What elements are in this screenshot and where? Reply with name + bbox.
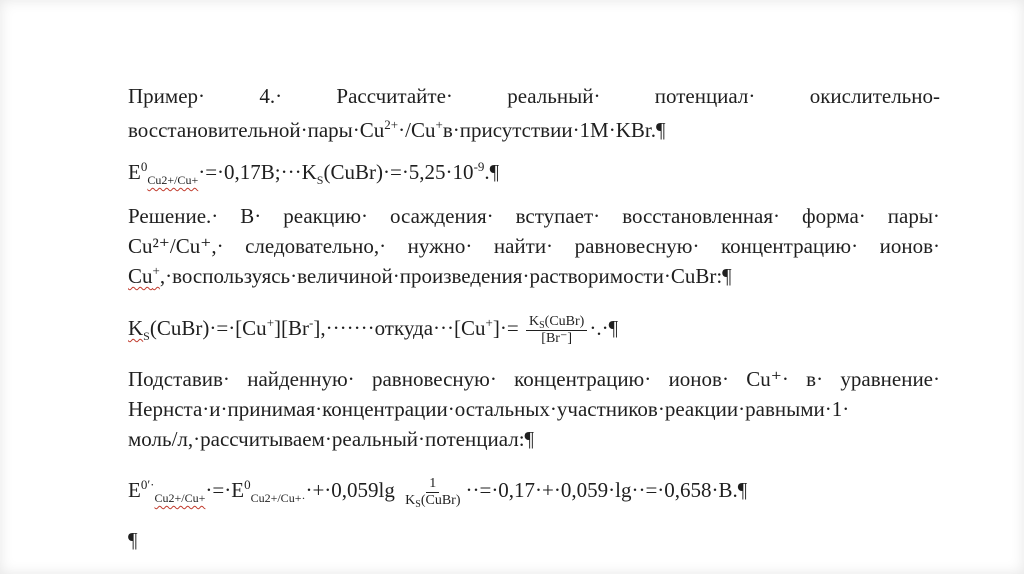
superscript: 0 [244, 477, 251, 492]
word: в· [806, 367, 824, 391]
text: K [128, 316, 144, 340]
word: 4.· [259, 84, 283, 108]
word: Решение.· [128, 204, 219, 228]
substitute-line-2 [128, 397, 849, 421]
word: Пример· [128, 84, 206, 108]
word: Cu⁺· [746, 367, 789, 391]
word: найденную· [247, 367, 355, 391]
word: нужно· [407, 234, 473, 258]
superscript: + [435, 117, 443, 132]
example-line-2 [128, 118, 666, 142]
given-line [128, 159, 500, 187]
word: равновесную· [574, 234, 700, 258]
text: K [528, 313, 540, 329]
word: потенциал· [654, 84, 756, 108]
word: реакцию· [283, 204, 369, 228]
superscript: + [266, 315, 275, 330]
text: E [128, 160, 141, 184]
formula-ks [128, 308, 618, 348]
text: ,·воспользуясь·величиной·произведения·растворимости·CuBr:¶ [159, 264, 732, 288]
text: ·=·E [205, 478, 245, 502]
word: осаждения· [390, 204, 494, 228]
superscript: 0′· [140, 477, 155, 492]
word: Cu²⁺/Cu⁺,· [128, 234, 224, 258]
superscript: + [485, 315, 493, 330]
fraction-denominator: [Br⁻] [541, 330, 573, 346]
superscript: 0 [140, 159, 148, 174]
text: ·.·¶ [589, 316, 619, 340]
word: вступает· [515, 204, 601, 228]
subscript: S [143, 329, 150, 343]
word: окислительно- [809, 84, 940, 108]
text: ][Br [274, 316, 310, 340]
fraction-numerator: 1 [426, 476, 439, 493]
text: Нернста·и·принимая·концентрации·остальных·участников·реакции·равными·1· [128, 397, 850, 421]
word: найти· [493, 234, 554, 258]
example-line-1 [128, 84, 940, 108]
superscript: + [152, 263, 160, 278]
fraction-numerator [526, 314, 587, 331]
text [128, 264, 160, 288]
solution-line-3 [128, 264, 732, 288]
word: концентрацию· [514, 367, 652, 391]
word: форма· [802, 204, 866, 228]
word: Рассчитайте· [336, 84, 453, 108]
text: (CuBr) [420, 492, 461, 508]
subscript: S [415, 498, 421, 510]
text: ··=·0,17·+·0,059·lg··=·0,658·В.¶ [465, 478, 748, 502]
word: ионов· [668, 367, 729, 391]
empty-paragraph-mark [128, 528, 138, 552]
word: ионов· [879, 234, 940, 258]
text: (CuBr)·=·[Cu [149, 316, 267, 340]
word: концентрацию· [720, 234, 859, 258]
subscript: S [316, 173, 324, 187]
text: .¶ [484, 160, 500, 184]
word: реальный· [507, 84, 601, 108]
word: восстановленная· [622, 204, 781, 228]
superscript: - [309, 315, 314, 330]
word: следовательно,· [245, 234, 387, 258]
fraction [526, 314, 587, 347]
fraction [402, 476, 463, 509]
text: восстановительной·пары·Cu [128, 118, 385, 142]
text: ·=·0,17В;···K [198, 160, 317, 184]
word: уравнение· [840, 367, 940, 391]
word: Подставив· [128, 367, 230, 391]
text: в·присутствии·1М·KBr.¶ [442, 118, 666, 142]
text [128, 316, 150, 343]
solution-line-1 [128, 204, 940, 228]
pilcrow: ¶ [128, 528, 138, 552]
text: Cu [128, 264, 153, 288]
word: В· [240, 204, 262, 228]
text: (CuBr) [544, 313, 585, 329]
text: ]·= [492, 316, 519, 340]
superscript: -9 [473, 159, 485, 174]
text: ],·······откуда···[Cu [313, 316, 486, 340]
subscript: Cu2+/Cu+ [154, 491, 206, 505]
text: E [128, 478, 141, 502]
substitute-line-1 [128, 367, 940, 391]
text: ·+·0,059lg [305, 478, 395, 502]
superscript: 2+ [384, 117, 399, 132]
subscript: Cu2+/Cu+ [147, 173, 199, 187]
formula-potential [128, 468, 747, 512]
fraction-denominator [402, 493, 463, 509]
subscript: Cu2+/Cu+· [250, 491, 306, 505]
text: K [405, 492, 416, 508]
word: пары· [887, 204, 940, 228]
text: (CuBr)·=·5,25·10 [323, 160, 474, 184]
solution-line-2 [128, 234, 940, 258]
substitute-line-3 [128, 427, 534, 451]
text: моль/л,·рассчитываем·реальный·потенциал:¶ [128, 427, 535, 451]
word: равновесную· [371, 367, 497, 391]
text: ·/Cu [398, 118, 436, 142]
subscript: S [539, 319, 545, 331]
